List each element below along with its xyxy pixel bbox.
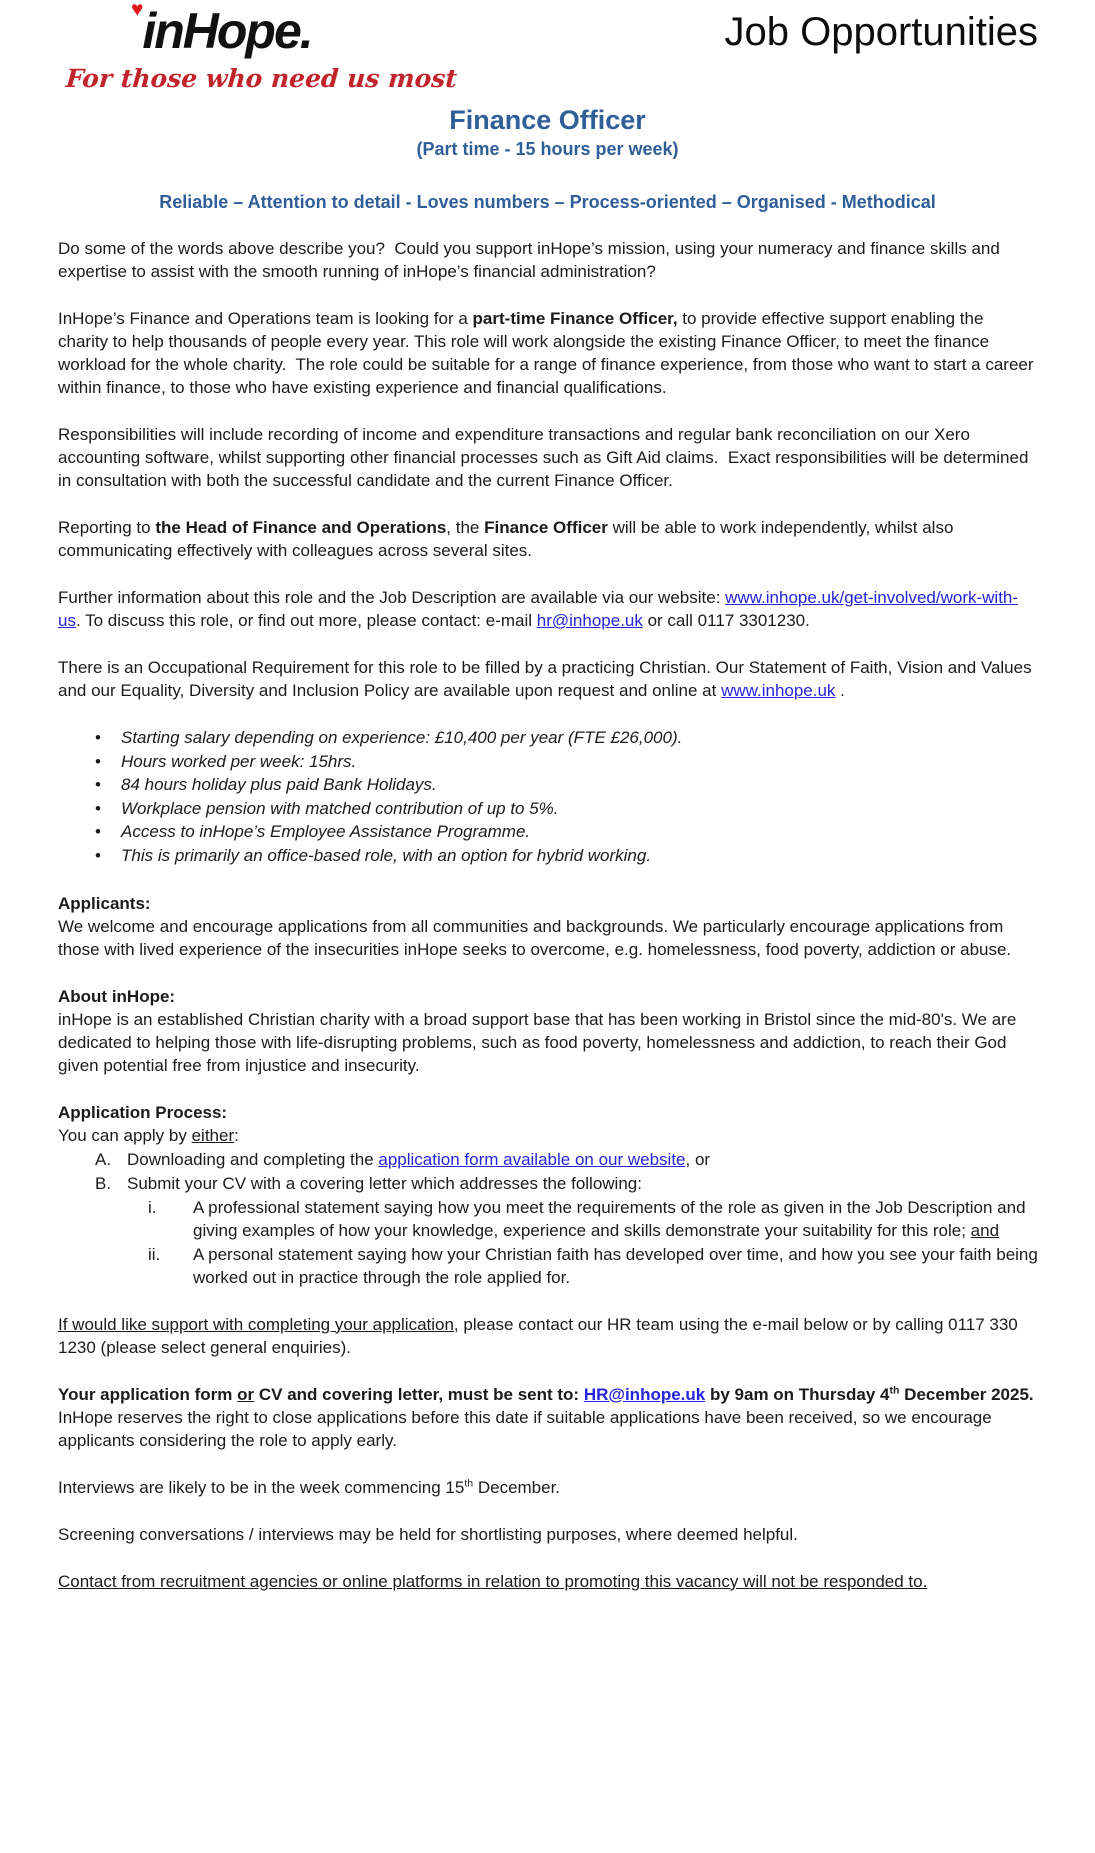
bullet-icon: •: [95, 822, 101, 842]
benefit-item: [95, 773, 1038, 797]
paragraph-application-support: [58, 1313, 1038, 1359]
text-segment: will be able to work independently, whilst also communicating effectively with colleagues across several sites.: [58, 518, 959, 560]
list-marker-ii: ii.: [148, 1244, 161, 1264]
job-subtitle: (Part time - 15 hours per week): [416, 139, 679, 159]
text-segment: Finance Officer: [484, 518, 608, 537]
text-segment: . To discuss this role, or find out more, please contact: e-mail: [75, 611, 537, 630]
text-segment: either: [191, 1125, 235, 1145]
paragraph-reporting: [58, 516, 1038, 562]
text-segment: part-time Finance Officer,: [472, 309, 678, 328]
text-segment: CV and covering letter, must be sent to:: [254, 1384, 584, 1404]
paragraph-responsibilities: [58, 423, 1038, 492]
text-segment: Your application form: [58, 1384, 238, 1404]
about-heading: About inHope:: [58, 986, 176, 1006]
paragraph-intro: [58, 237, 1038, 283]
bullet-icon: •: [95, 728, 101, 747]
benefit-text: Hours worked per week: 15hrs.: [121, 751, 357, 771]
bullet-icon: •: [95, 845, 101, 865]
text-segment: There is an Occupational Requirement for this role to be filled by a practicing Christian. Our Statement of Faith, Vision and Values and our Equality, Diversity and Inclusion Policy are available upon request and online at: [58, 658, 1037, 700]
bullet-icon: •: [95, 775, 101, 795]
page-title: Job Opportunities: [724, 10, 1038, 54]
logo-tagline: For those who need us most: [64, 64, 458, 93]
paragraph-team: [58, 307, 1038, 399]
text-segment: A professional statement saying how you meet the requirements of the role as given in the Job Description and giving examples of how your knowledge, experience and skills demonstrate your suitability for this role;: [193, 1197, 1031, 1240]
process-heading: Application Process:: [58, 1102, 228, 1122]
about-body: inHope is an established Christian charity with a broad support base that has been working in Bristol since the mid-80's. We are dedicated to helping those with life-disrupting problems, such as food poverty, homelessness and addiction, to reach their God given potential free from injustice and insecurity.: [58, 1009, 1022, 1075]
benefit-item: [95, 844, 1038, 868]
benefit-text: This is primarily an office-based role, with an option for hybrid working.: [121, 845, 652, 865]
benefit-text: Starting salary depending on experience: £10,400 per year (FTE £26,000).: [121, 728, 683, 747]
process-option-b-text: [127, 1172, 642, 1195]
text-segment: December.: [473, 1477, 561, 1497]
process-intro: [58, 1124, 1038, 1147]
section-applicants: [58, 892, 1038, 961]
text-segment: InHope reserves the right to close applications before this date if suitable applications have been received, so we encourage applicants considering the role to apply early.: [58, 1384, 1044, 1450]
bullet-icon: •: [95, 798, 101, 818]
text-segment: Contact from recruitment agencies or online platforms in relation to promoting this vacancy will not be responded to.: [58, 1571, 928, 1591]
text-segment: , the: [446, 518, 485, 537]
process-sub-item-i: [148, 1196, 1038, 1242]
text-segment: .: [835, 681, 845, 700]
text-segment: Interviews are likely to be in the week commencing 15: [58, 1477, 465, 1497]
paragraph-interviews: [58, 1476, 1038, 1499]
paragraph-recruitment-agencies: [58, 1570, 1038, 1593]
benefit-item: [95, 750, 1038, 774]
text-segment: the Head of Finance and Operations: [155, 518, 447, 537]
section-application-process: [58, 1101, 1043, 1289]
list-marker-b: B.: [95, 1173, 112, 1193]
text-segment: :: [234, 1125, 239, 1145]
benefit-text: Workplace pension with matched contribution of up to 5%.: [121, 798, 559, 818]
document-body: [0, 237, 1095, 1593]
benefits-list: [58, 726, 1038, 868]
list-marker-a: A.: [95, 1149, 112, 1169]
text-segment: th: [889, 1383, 900, 1396]
benefit-item: [95, 797, 1038, 821]
paragraph-further-info: [58, 586, 1038, 632]
application-form-link[interactable]: application form available on our website: [378, 1149, 686, 1169]
inhope-logo-text: inHope.: [142, 3, 312, 59]
job-qualities-line: Reliable – Attention to detail - Loves numbers – Process-oriented – Organised - Methodical: [159, 192, 936, 212]
benefit-text: Access to inHope’s Employee Assistance Programme.: [121, 822, 531, 842]
hr-email-link[interactable]: hr@inhope.uk: [536, 611, 643, 630]
text-segment: Do some of the words above describe you? Could you support inHope’s mission, using your numeracy and finance skills and expertise to assist with the smooth running of inHope’s financial administration?: [58, 239, 1005, 281]
text-segment: Further information about this role and the Job Description are available via our website:: [58, 588, 726, 607]
process-option-b: [95, 1172, 1038, 1195]
process-sub-item-ii-text: [193, 1243, 1043, 1289]
text-segment: by 9am on Thursday 4: [705, 1384, 890, 1404]
paragraph-screening: [58, 1523, 1038, 1546]
process-option-a: [95, 1148, 1038, 1171]
inhope-website-link[interactable]: www.inhope.uk: [721, 681, 836, 700]
text-segment: If would like support with completing your application,: [58, 1314, 459, 1334]
text-segment: A personal statement saying how your Christian faith has developed over time, and how you see your faith being worked out in practice through the role applied for.: [193, 1244, 1043, 1287]
text-segment: December 2025.: [899, 1384, 1034, 1404]
text-segment: You can apply by: [58, 1125, 192, 1145]
text-segment: or: [237, 1384, 255, 1404]
process-option-a-text: [127, 1148, 710, 1171]
benefit-item: [95, 820, 1038, 844]
text-segment: , or: [685, 1149, 711, 1169]
text-segment: Reporting to: [58, 518, 156, 537]
process-sub-item-i-text: [193, 1196, 1038, 1242]
heart-icon: ♥: [131, 0, 144, 21]
applicants-heading: Applicants:: [58, 893, 151, 913]
applicants-body: We welcome and encourage applications from all communities and backgrounds. We particularly encourage applications from those with lived experience of the insecurities inHope seeks to overcome, e.g. homelessness, food poverty, addiction or abuse.: [58, 916, 1012, 959]
hr-email-submit-link[interactable]: HR@inhope.uk: [583, 1384, 706, 1404]
text-segment: InHope’s Finance and Operations team is looking for a: [58, 309, 473, 328]
benefit-text: 84 hours holiday plus paid Bank Holidays.: [121, 775, 437, 795]
work-with-us-link[interactable]: www.inhope.uk/get-involved/work-with-us: [58, 588, 1019, 630]
inhope-logo-wordmark: [66, 0, 388, 59]
text-segment: th: [464, 1476, 474, 1489]
inhope-logo: [64, 0, 458, 93]
document-header: [0, 0, 1095, 93]
benefit-item: [95, 726, 1038, 750]
text-segment: to provide effective support enabling the charity to help thousands of people every year. This role will work alongside the existing Finance Officer, to meet the finance workload for the whole charity. The role could be suitable for a range of finance experience, from those who want to start a career within finance, to those who have existing experience and financial qualifications.: [58, 309, 1039, 397]
text-segment: Submit your CV with a covering letter which addresses the following:: [127, 1173, 642, 1193]
text-segment: please contact our HR team using the e-mail below or by calling 0117 330 1230 (please select general enquiries).: [58, 1314, 1023, 1357]
text-segment: Downloading and completing the: [127, 1149, 379, 1169]
paragraph-submission-deadline: [58, 1383, 1044, 1452]
job-title: Finance Officer: [449, 105, 646, 135]
section-about: [58, 985, 1038, 1077]
process-sub-item-ii: [148, 1243, 1043, 1289]
text-segment: Screening conversations / interviews may be held for shortlisting purposes, where deemed helpful.: [58, 1524, 798, 1544]
bullet-icon: •: [95, 751, 101, 771]
paragraph-occupational-requirement: [58, 656, 1038, 702]
text-segment: and: [970, 1220, 1000, 1240]
text-segment: or call 0117 3301230.: [642, 611, 810, 630]
text-segment: Responsibilities will include recording of income and expenditure transactions and regular bank reconciliation on our Xero accounting software, whilst supporting other financial processes such as Gift Aid claims. Exact responsibilities will be determined in consultation with both the successful candidate and the current Finance Officer.: [58, 425, 1034, 490]
list-marker-i: i.: [148, 1197, 157, 1217]
